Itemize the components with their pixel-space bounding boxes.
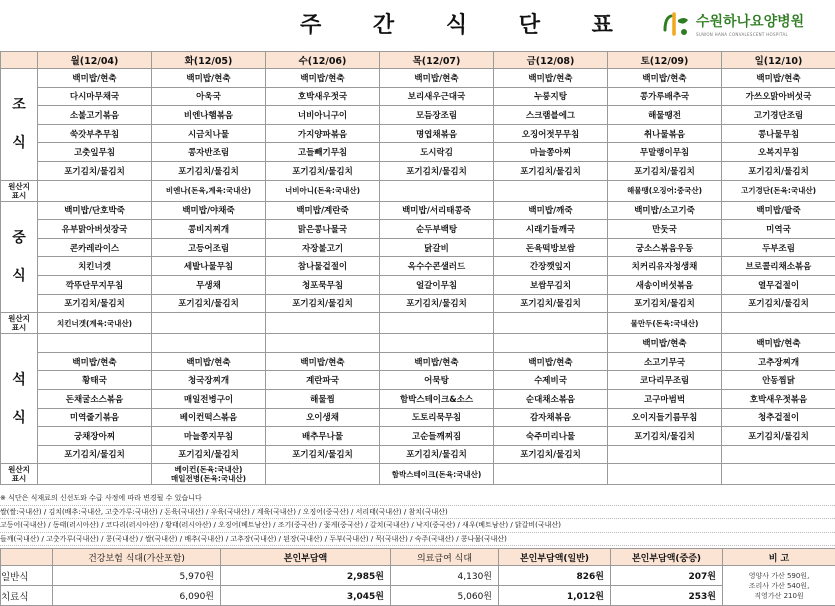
menu-item: 미역국 <box>722 220 835 239</box>
origin-info <box>494 464 608 485</box>
medical-aid-fee: 4,130원 <box>391 566 499 586</box>
origin-row-lunch <box>1 313 835 334</box>
menu-item: 콩비지찌개 <box>152 220 266 239</box>
note-line: ※ 식단은 식재료의 신선도와 수급 사정에 따라 변경될 수 있습니다 <box>0 492 835 506</box>
menu-item: 오이지들기름무침 <box>608 408 722 427</box>
day-header: 금(12/08) <box>494 52 608 69</box>
menu-item: 백미밥/현축 <box>38 352 152 371</box>
meal-label-breakfast: 조 식 <box>1 69 38 181</box>
meal-price-table <box>0 548 835 606</box>
menu-item: 포기김치/물김치 <box>38 161 152 180</box>
menu-item: 포기김치/물김치 <box>266 161 380 180</box>
day-header: 화(12/05) <box>152 52 266 69</box>
origin-info <box>266 464 380 485</box>
menu-item: 백미밥/소고기죽 <box>608 201 722 220</box>
origin-info <box>608 464 722 485</box>
self-pay: 2,985원 <box>221 566 391 586</box>
menu-item: 열무겉절이 <box>722 275 835 294</box>
menu-row <box>1 294 835 313</box>
origin-info <box>722 464 835 485</box>
self-pay: 3,045원 <box>221 586 391 606</box>
menu-item: 아욱국 <box>152 87 266 106</box>
meal-label-dinner: 석 식 <box>1 334 38 464</box>
menu-item: 오이생채 <box>266 408 380 427</box>
menu-row <box>1 161 835 180</box>
menu-row <box>1 371 835 390</box>
menu-item: 마늘쫑지무침 <box>152 427 266 446</box>
day-header-row <box>1 52 835 69</box>
price-row <box>1 586 835 606</box>
origin-info <box>380 313 494 334</box>
notes-section <box>0 492 835 546</box>
price-header: 건강보험 식대(가산포함) <box>53 549 221 566</box>
origin-info <box>494 313 608 334</box>
menu-item: 새송이버섯볶음 <box>608 275 722 294</box>
price-header: 본인부담액 <box>221 549 391 566</box>
origin-info: 비엔나(돈육,계육:국내산) <box>152 180 266 201</box>
menu-item: 치킨너겟 <box>38 257 152 276</box>
menu-item: 콩자반조림 <box>152 143 266 162</box>
menu-item: 포기김치/물김치 <box>38 445 152 464</box>
price-header: 본인부담액(중증) <box>611 549 723 566</box>
menu-item: 무생채 <box>152 275 266 294</box>
menu-item <box>152 334 266 353</box>
menu-item: 명엽채볶음 <box>380 124 494 143</box>
menu-item: 취나물볶음 <box>608 124 722 143</box>
menu-item: 감자채볶음 <box>494 408 608 427</box>
meal-label-lunch: 중 식 <box>1 201 38 313</box>
menu-item: 고추장찌개 <box>722 352 835 371</box>
menu-item: 모듬장조림 <box>380 106 494 125</box>
menu-item: 보쌈무김치 <box>494 275 608 294</box>
menu-item <box>722 445 835 464</box>
menu-item: 함박스테이크&소스 <box>380 389 494 408</box>
menu-row <box>1 124 835 143</box>
price-row <box>1 566 835 586</box>
price-header-row <box>1 549 835 566</box>
menu-item: 가지양파볶음 <box>266 124 380 143</box>
menu-item: 오징어젓무무침 <box>494 124 608 143</box>
menu-row <box>1 143 835 162</box>
menu-item: 고들빼기무침 <box>266 143 380 162</box>
insurance-fee: 5,970원 <box>53 566 221 586</box>
menu-item: 유부맑아버섯장국 <box>38 220 152 239</box>
menu-item: 순두부백탕 <box>380 220 494 239</box>
menu-item: 돈육떡방보쌈 <box>494 238 608 257</box>
menu-row <box>1 238 835 257</box>
menu-item: 간장깻잎지 <box>494 257 608 276</box>
menu-item: 숙주미리나물 <box>494 427 608 446</box>
menu-row <box>1 334 835 353</box>
menu-row <box>1 352 835 371</box>
price-header: 본인부담액(일반) <box>499 549 611 566</box>
menu-item: 해물땡전 <box>608 106 722 125</box>
hospital-logo <box>662 8 832 44</box>
self-pay-general: 1,012원 <box>499 586 611 606</box>
menu-item: 백미밥/현축 <box>380 352 494 371</box>
menu-item: 수제비국 <box>494 371 608 390</box>
insurance-fee: 6,090원 <box>53 586 221 606</box>
menu-item: 백미밥/현축 <box>38 69 152 88</box>
menu-item: 소불고기볶음 <box>38 106 152 125</box>
menu-item: 백미밥/현축 <box>608 69 722 88</box>
menu-item: 닭갈비 <box>380 238 494 257</box>
menu-item <box>608 445 722 464</box>
menu-item: 돈채굴소스볶음 <box>38 389 152 408</box>
menu-item: 매일전병구이 <box>152 389 266 408</box>
menu-item: 고구마범벅 <box>608 389 722 408</box>
hospital-name: 수원하나요양병원 <box>696 14 805 30</box>
diet-type: 치료식 <box>1 586 53 606</box>
menu-item: 포기김치/물김치 <box>494 161 608 180</box>
menu-item: 백미밥/야채죽 <box>152 201 266 220</box>
menu-item: 포기김치/물김치 <box>608 161 722 180</box>
menu-item: 보리새우근대국 <box>380 87 494 106</box>
self-pay-severe: 207원 <box>611 566 723 586</box>
menu-item <box>380 334 494 353</box>
menu-item: 포기김치/물김치 <box>266 294 380 313</box>
menu-item: 백미밥/단호박죽 <box>38 201 152 220</box>
origin-row-breakfast <box>1 180 835 201</box>
menu-item: 너비아니구이 <box>266 106 380 125</box>
menu-item: 시래기들깨국 <box>494 220 608 239</box>
note-line: 쌀(쌀:국내산) / 김치(배추:국내산, 고춧가루:국내산) / 돈육(국내산) / 우육(국내산) / 계육(국내산) / 오징어(중국산) / 서리태(국내산) / 참치(국내산) <box>0 506 835 520</box>
menu-row <box>1 427 835 446</box>
menu-item: 쑥갓부추무침 <box>38 124 152 143</box>
menu-item: 해물찜 <box>266 389 380 408</box>
menu-item: 도시락김 <box>380 143 494 162</box>
menu-item: 청국장찌개 <box>152 371 266 390</box>
origin-info: 함박스테이크(돈육:국내산) <box>380 464 494 485</box>
menu-item <box>38 334 152 353</box>
menu-item: 브로콜리채소볶음 <box>722 257 835 276</box>
menu-item: 참나물겉절이 <box>266 257 380 276</box>
menu-row <box>1 69 835 88</box>
menu-item: 고순들깨찌짐 <box>380 427 494 446</box>
menu-item: 미역줄기볶음 <box>38 408 152 427</box>
menu-item: 고춧잎무침 <box>38 143 152 162</box>
menu-item: 베이컨떡스볶음 <box>152 408 266 427</box>
menu-item: 포기김치/물김치 <box>608 294 722 313</box>
origin-info <box>38 180 152 201</box>
menu-item: 옥수수콘샐러드 <box>380 257 494 276</box>
self-pay-general: 826원 <box>499 566 611 586</box>
menu-item: 백미밥/현축 <box>722 69 835 88</box>
origin-info <box>494 180 608 201</box>
menu-item: 호박새우젓국 <box>266 87 380 106</box>
menu-item: 포기김치/물김치 <box>266 445 380 464</box>
menu-item: 백미밥/현축 <box>152 69 266 88</box>
corner-cell <box>1 52 38 69</box>
menu-body <box>1 69 835 485</box>
header <box>0 0 835 46</box>
weekly-menu-table <box>0 51 835 485</box>
day-header: 수(12/06) <box>266 52 380 69</box>
menu-item: 고기경단조림 <box>722 106 835 125</box>
menu-item: 다시마무채국 <box>38 87 152 106</box>
menu-item <box>494 334 608 353</box>
menu-item: 백미밥/현축 <box>494 352 608 371</box>
price-header <box>1 549 53 566</box>
menu-item: 포기김치/물김치 <box>722 427 835 446</box>
menu-item: 도토리묵무침 <box>380 408 494 427</box>
menu-item: 포기김치/물김치 <box>608 427 722 446</box>
menu-item: 포기김치/물김치 <box>722 294 835 313</box>
origin-info: 고기경단(돈육:국내산) <box>722 180 835 201</box>
menu-item: 포기김치/물김치 <box>152 294 266 313</box>
menu-item: 포기김치/물김치 <box>380 445 494 464</box>
menu-item: 맑은콩나물국 <box>266 220 380 239</box>
origin-info <box>380 180 494 201</box>
menu-item: 백미밥/현축 <box>380 69 494 88</box>
day-header: 목(12/07) <box>380 52 494 69</box>
menu-item: 포기김치/물김치 <box>494 445 608 464</box>
menu-item: 무말랭이무침 <box>608 143 722 162</box>
menu-item: 백미밥/현축 <box>494 69 608 88</box>
medical-aid-fee: 5,060원 <box>391 586 499 606</box>
menu-item: 어묵탕 <box>380 371 494 390</box>
page-title: 주 간 식 단 표 <box>300 13 635 38</box>
menu-item: 만둣국 <box>608 220 722 239</box>
price-header: 비 고 <box>723 549 835 566</box>
price-header: 의료급여 식대 <box>391 549 499 566</box>
hospital-name-en: SUWON HANA CONVALESCENT HOSPITAL <box>696 32 789 37</box>
origin-info <box>38 464 152 485</box>
menu-item: 백미밥/현축 <box>722 334 835 353</box>
origin-label: 원산지 표시 <box>1 313 38 334</box>
menu-item: 오복지무침 <box>722 143 835 162</box>
remarks: 영양사 가산 590원, 조리사 가산 540원, 직영가산 210원 <box>723 566 835 606</box>
menu-item: 백미밥/깨죽 <box>494 201 608 220</box>
origin-info <box>722 313 835 334</box>
menu-item: 안동찜닭 <box>722 371 835 390</box>
menu-row <box>1 275 835 294</box>
menu-item: 포기김치/물김치 <box>494 294 608 313</box>
diet-type: 일반식 <box>1 566 53 586</box>
menu-item: 깍뚜단무지무침 <box>38 275 152 294</box>
menu-item: 누룽지탕 <box>494 87 608 106</box>
menu-item: 배추무나물 <box>266 427 380 446</box>
menu-item: 가쓰오맑아버섯국 <box>722 87 835 106</box>
menu-row <box>1 389 835 408</box>
origin-row-dinner <box>1 464 835 485</box>
hospital-logo-icon <box>662 8 692 38</box>
menu-item <box>266 334 380 353</box>
menu-item: 코다리무조림 <box>608 371 722 390</box>
origin-info: 베이컨(돈육:국내산) 매일전병(돈육:국내산) <box>152 464 266 485</box>
day-header: 일(12/10) <box>722 52 835 69</box>
menu-item: 포기김치/물김치 <box>380 161 494 180</box>
menu-item: 두부조림 <box>722 238 835 257</box>
menu-row <box>1 445 835 464</box>
origin-info: 치킨너겟(계육:국내산) <box>38 313 152 334</box>
menu-row <box>1 106 835 125</box>
menu-item: 자장불고기 <box>266 238 380 257</box>
menu-row <box>1 87 835 106</box>
menu-item: 청포묵무침 <box>266 275 380 294</box>
menu-item: 치커리유자청생채 <box>608 257 722 276</box>
menu-item: 백미밥/서리태콩죽 <box>380 201 494 220</box>
menu-item: 황태국 <box>38 371 152 390</box>
menu-item: 스크램블에그 <box>494 106 608 125</box>
origin-info <box>266 313 380 334</box>
note-line: 들깨(국내산) / 고춧가루(국내산) / 콩(국내산) / 쌀(국내산) / 배추(국내산) / 고추장(국내산) / 된장(국내산) / 두부(국내산) / 묵(국내산) / 숙주(국내산) / 콩나물(국내산) <box>0 533 835 547</box>
menu-item: 계란파국 <box>266 371 380 390</box>
note-line: 고등어(국내산) / 동태(러시아산) / 코다리(러시아산) / 황태(러시아산) / 오징어(베트남산) / 조기(중국산) / 꽃게(중국산) / 갈치(국내산) / 낙지(중국산) / 새우(베트남산) / 닭갈비(국내산) <box>0 519 835 533</box>
menu-item: 백미밥/현축 <box>266 69 380 88</box>
menu-item: 포기김치/물김치 <box>152 161 266 180</box>
menu-item: 고등어조림 <box>152 238 266 257</box>
menu-item: 비엔나햄볶음 <box>152 106 266 125</box>
menu-row <box>1 201 835 220</box>
menu-item: 백미밥/현축 <box>266 352 380 371</box>
menu-item: 포기김치/물김치 <box>380 294 494 313</box>
menu-row <box>1 220 835 239</box>
menu-item: 백미밥/현축 <box>152 352 266 371</box>
menu-item: 백미밥/계란죽 <box>266 201 380 220</box>
menu-row <box>1 257 835 276</box>
menu-item: 순대채소볶음 <box>494 389 608 408</box>
self-pay-severe: 253원 <box>611 586 723 606</box>
menu-item: 콘카레라이스 <box>38 238 152 257</box>
menu-item: 포기김치/물김치 <box>152 445 266 464</box>
origin-info <box>152 313 266 334</box>
origin-info: 너비아니(돈육:국내산) <box>266 180 380 201</box>
menu-item: 포기김치/물김치 <box>38 294 152 313</box>
menu-item: 얼갈이무침 <box>380 275 494 294</box>
menu-item: 포기김치/물김치 <box>722 161 835 180</box>
origin-label: 원산지 표시 <box>1 180 38 201</box>
day-header: 월(12/04) <box>38 52 152 69</box>
origin-label: 원산지 표시 <box>1 464 38 485</box>
menu-item: 백미밥/현축 <box>608 334 722 353</box>
day-header: 토(12/09) <box>608 52 722 69</box>
menu-item: 궁채장아찌 <box>38 427 152 446</box>
menu-item: 소고기무국 <box>608 352 722 371</box>
menu-item: 궁소스볶음우동 <box>608 238 722 257</box>
menu-item: 마늘쫑아찌 <box>494 143 608 162</box>
origin-info: 해물땡(오징어:중국산) <box>608 180 722 201</box>
menu-item: 청추겉절이 <box>722 408 835 427</box>
origin-info: 물만두(돈육:국내산) <box>608 313 722 334</box>
menu-item: 콩가루배추국 <box>608 87 722 106</box>
menu-item: 백미밥/팥죽 <box>722 201 835 220</box>
menu-item: 콩나물무침 <box>722 124 835 143</box>
menu-item: 호박새우젓볶음 <box>722 389 835 408</box>
menu-row <box>1 408 835 427</box>
menu-item: 세발나물무침 <box>152 257 266 276</box>
menu-item: 시금치나물 <box>152 124 266 143</box>
